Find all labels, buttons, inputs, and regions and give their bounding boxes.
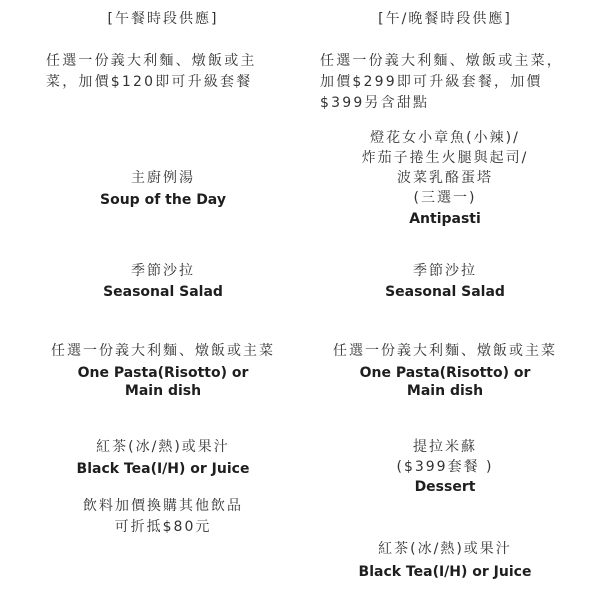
- dinner-antipasti-line-1: 燈花女小章魚(小辣)/: [370, 130, 520, 146]
- dinner-main-en-line-2: Main dish: [406, 383, 484, 399]
- lunch-soup-en: Soup of the Day: [100, 192, 226, 208]
- dinner-main-cn: 任選一份義大利麵、燉飯或主菜: [333, 343, 557, 359]
- lunch-main-en-line-2: Main dish: [124, 383, 202, 399]
- dinner-description-line-1: 任選一份義大利麵、燉飯或主菜，: [320, 53, 563, 69]
- dinner-antipasti-en: Antipasti: [409, 211, 481, 227]
- dinner-salad-cn: 季節沙拉: [413, 263, 477, 279]
- lunch-salad-cn: 季節沙拉: [131, 263, 195, 279]
- dinner-drink-cn: 紅茶(冰/熱)或果汁: [378, 541, 512, 557]
- dinner-antipasti-choice: (三選一): [413, 190, 477, 206]
- dinner-header: [午/晚餐時段供應]: [378, 11, 512, 27]
- dinner-description-line-2: 加價$299即可升級套餐，加價: [320, 74, 543, 90]
- lunch-description: [18, 51, 308, 93]
- dinner-description-line-3: $399另含甜點: [320, 95, 430, 111]
- lunch-drink-en: Black Tea(I/H) or Juice: [76, 461, 250, 477]
- dinner-antipasti-line-2: 炸茄子捲生火腿與起司/: [361, 150, 529, 166]
- lunch-soup-cn: 主廚例湯: [131, 170, 195, 186]
- dinner-description: [300, 51, 590, 114]
- dinner-drink-en: Black Tea(I/H) or Juice: [358, 564, 532, 580]
- lunch-description-line-1: 任選一份義大利麵、燉飯或主: [46, 53, 257, 69]
- dinner-salad-en: Seasonal Salad: [385, 284, 505, 300]
- dinner-dessert-en: Dessert: [414, 479, 476, 495]
- lunch-description-line-2: 菜，加價$120即可升級套餐: [46, 74, 253, 90]
- dinner-antipasti-line-3: 波菜乳酪蛋塔: [397, 170, 493, 186]
- lunch-drink-upgrade-line-2: 可折抵$80元: [114, 519, 212, 535]
- lunch-main-cn: 任選一份義大利麵、燉飯或主菜: [51, 343, 275, 359]
- lunch-drink-cn: 紅茶(冰/熱)或果汁: [96, 439, 230, 455]
- lunch-main-en-line-1: One Pasta(Risotto) or: [77, 365, 249, 381]
- dinner-dessert-cn: 提拉米蘇: [413, 439, 477, 455]
- lunch-salad-en: Seasonal Salad: [103, 284, 223, 300]
- lunch-header: [午餐時段供應]: [107, 11, 219, 27]
- dinner-main-en-line-1: One Pasta(Risotto) or: [359, 365, 531, 381]
- lunch-drink-upgrade-line-1: 飲料加價換購其他飲品: [83, 498, 243, 514]
- dinner-dessert-price: ($399套餐 ): [396, 459, 494, 475]
